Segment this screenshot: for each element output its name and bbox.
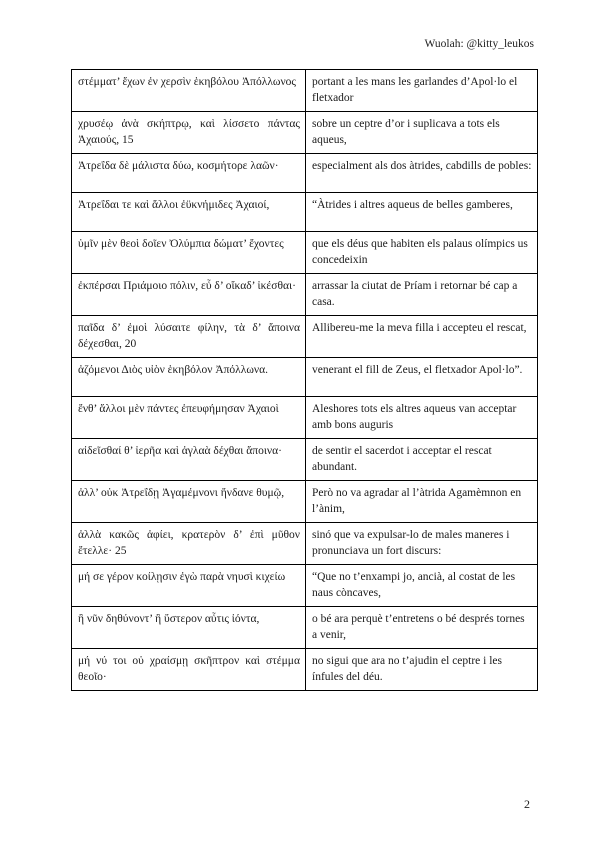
table-body <box>72 70 538 691</box>
catalan-translation-cell: “Àtrides i altres aqueus de belles gamberes, <box>306 193 538 232</box>
catalan-translation-cell: de sentir el sacerdot i acceptar el rescat abundant. <box>306 439 538 481</box>
greek-verse-cell: ἁζόμενοι Διὸς υἱὸν ἑκηβόλον Ἀπόλλωνα. <box>72 358 306 397</box>
catalan-translation-cell: no sigui que ara no t’ajudin el ceptre i les ínfules del déu. <box>306 649 538 691</box>
table-row <box>72 70 538 112</box>
table-row <box>72 565 538 607</box>
greek-verse-cell: Ἀτρεΐδαι τε καὶ ἄλλοι ἐϋκνήμιδες Ἀχαιοί, <box>72 193 306 232</box>
greek-verse-cell: ἔνθ’ ἄλλοι μὲν πάντες ἐπευφήμησαν Ἀχαιοὶ <box>72 397 306 439</box>
catalan-translation-cell: o bé ara perquè t’entretens o bé després tornes a venir, <box>306 607 538 649</box>
greek-verse-cell: στέμματ’ ἔχων ἐν χερσὶν ἑκηβόλου Ἀπόλλωνος <box>72 70 306 112</box>
table-row <box>72 439 538 481</box>
greek-verse-cell: μή σε γέρον κοίλῃσιν ἐγὼ παρὰ νηυσὶ κιχείω <box>72 565 306 607</box>
table-row <box>72 274 538 316</box>
table-row <box>72 358 538 397</box>
catalan-translation-cell: “Que no t’enxampi jo, ancià, al costat de les naus còncaves, <box>306 565 538 607</box>
catalan-translation-cell: portant a les mans les garlandes d’Apol·lo el fletxador <box>306 70 538 112</box>
table-row <box>72 649 538 691</box>
catalan-translation-cell: especialment als dos àtrides, cabdills de pobles: <box>306 154 538 193</box>
bilingual-translation-table <box>71 69 538 691</box>
catalan-translation-cell: sobre un ceptre d’or i suplicava a tots els aqueus, <box>306 112 538 154</box>
greek-verse-cell: ἢ νῦν δηθύνοντ’ ἢ ὕστερον αὖτις ἰόντα, <box>72 607 306 649</box>
greek-verse-cell: ἐκπέρσαι Πριάμοιο πόλιν, εὖ δ’ οἴκαδ’ ἱκέσθαι· <box>72 274 306 316</box>
table-row <box>72 193 538 232</box>
catalan-translation-cell: que els déus que habiten els palaus olímpics us concedeixin <box>306 232 538 274</box>
table-row <box>72 607 538 649</box>
greek-verse-cell: αἰδεῖσθαί θ’ ἱερῆα καὶ ἀγλαὰ δέχθαι ἄποινα· <box>72 439 306 481</box>
greek-verse-cell: ὑμῖν μὲν θεοὶ δοῖεν Ὀλύμπια δώματ’ ἔχοντες <box>72 232 306 274</box>
greek-verse-cell: χρυσέῳ ἀνὰ σκήπτρῳ, καὶ λίσσετο πάντας Ἀχαιούς, 15 <box>72 112 306 154</box>
table-row <box>72 112 538 154</box>
greek-verse-cell: ἀλλὰ κακῶς ἀφίει, κρατερὸν δ’ ἐπὶ μῦθον ἔτελλε· 25 <box>72 523 306 565</box>
table-row <box>72 232 538 274</box>
table-row <box>72 397 538 439</box>
page-number: 2 <box>524 797 530 811</box>
header-watermark: Wuolah: @kitty_leukos <box>424 38 534 50</box>
catalan-translation-cell: sinó que va expulsar-lo de males maneres i pronunciava un fort discurs: <box>306 523 538 565</box>
table-row <box>72 316 538 358</box>
catalan-translation-cell: venerant el fill de Zeus, el fletxador Apol·lo”. <box>306 358 538 397</box>
catalan-translation-cell: arrassar la ciutat de Príam i retornar bé cap a casa. <box>306 274 538 316</box>
table-row <box>72 154 538 193</box>
catalan-translation-cell: Però no va agradar al l’àtrida Agamèmnon en l’ànim, <box>306 481 538 523</box>
table-row <box>72 481 538 523</box>
greek-verse-cell: μή νύ τοι οὐ χραίσμῃ σκῆπτρον καὶ στέμμα θεοῖο· <box>72 649 306 691</box>
greek-verse-cell: Ἀτρεΐδα δὲ μάλιστα δύω, κοσμήτορε λαῶν· <box>72 154 306 193</box>
catalan-translation-cell: Aleshores tots els altres aqueus van acceptar amb bons auguris <box>306 397 538 439</box>
greek-verse-cell: ἀλλ’ οὐκ Ἀτρεΐδῃ Ἀγαμέμνονι ἥνδανε θυμῷ, <box>72 481 306 523</box>
greek-verse-cell: παῖδα δ’ ἐμοὶ λύσαιτε φίλην, τὰ δ’ ἄποινα δέχεσθαι, 20 <box>72 316 306 358</box>
table-row <box>72 523 538 565</box>
catalan-translation-cell: Allibereu-me la meva filla i accepteu el rescat, <box>306 316 538 358</box>
